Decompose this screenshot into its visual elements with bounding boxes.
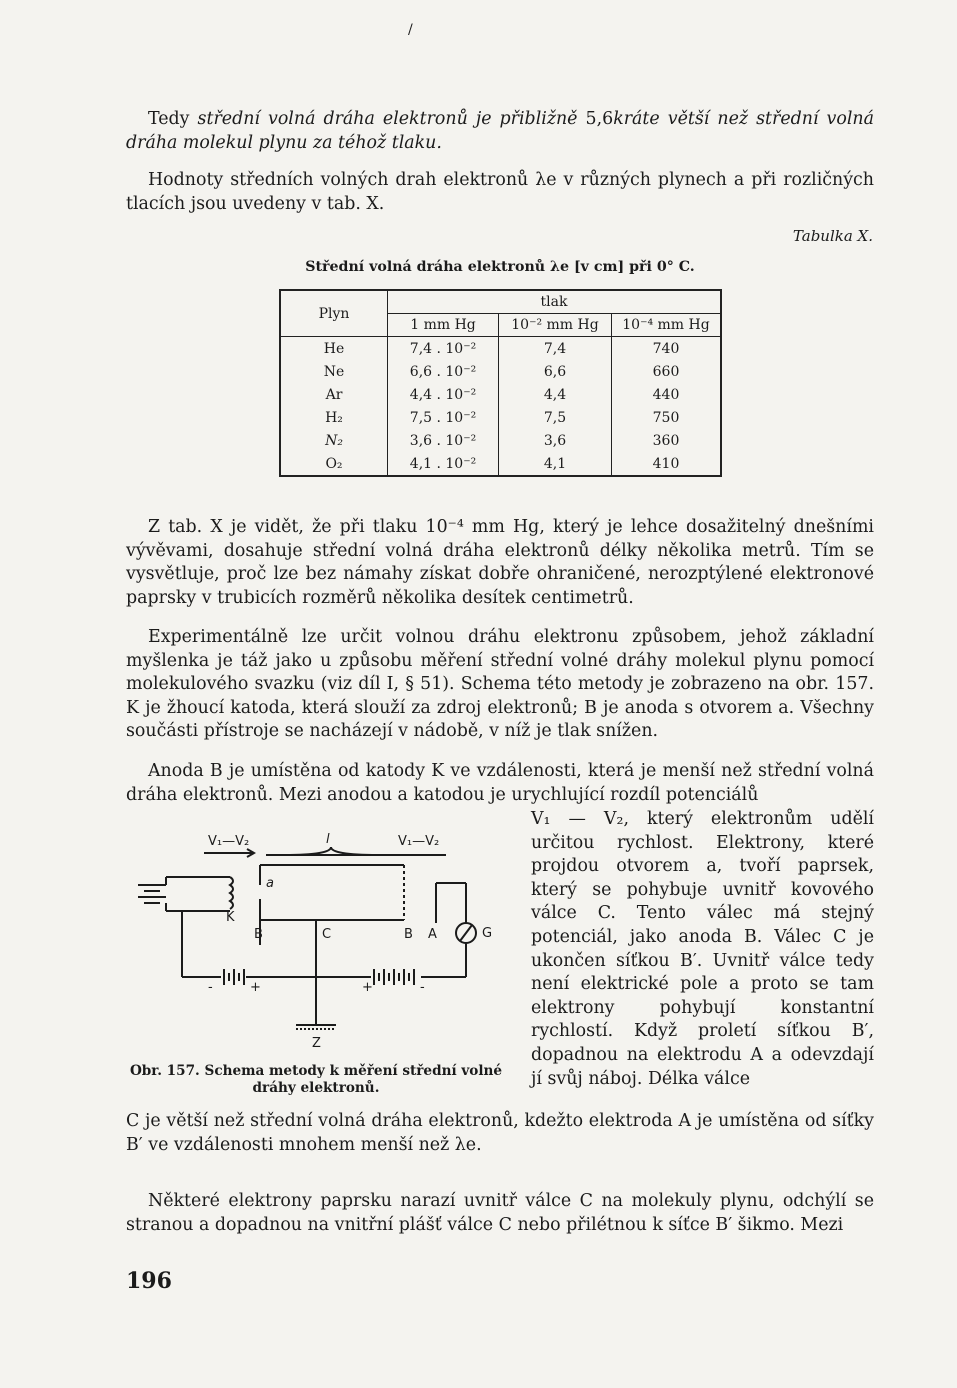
label-l: l (326, 832, 330, 847)
header-gas: Plyn (280, 290, 388, 337)
table-title: Střední volná dráha elektronů λe [v cm] při 0° C. (305, 259, 695, 275)
paragraph-5: Anoda B je umístěna od katody K ve vzdálenosti, která je menší než střední volná dráha elektronů. Mezi anodou a katodou je urychlující rozdíl potenciálů (126, 761, 874, 805)
table-row: H₂ 7,5 . 10⁻² 7,5 750 (280, 406, 721, 429)
label-v1v2-left: V₁—V₂ (208, 834, 250, 849)
label-k: K (226, 910, 235, 925)
table-row: N₂ 3,6 . 10⁻² 3,6 360 (280, 429, 721, 452)
paragraph-5-end: C je větší než střední volná dráha elektronů, kdežto elektroda A je umístěna od síťky B′ ve vzdálenosti mnohem menší než λe. (126, 1111, 874, 1155)
label-plus-left: + (250, 980, 261, 995)
label-v1v2-right: V₁—V₂ (398, 834, 440, 849)
mean-free-path-table (279, 289, 722, 477)
header-col-2: 10⁻² mm Hg (499, 314, 612, 337)
paragraph-5-wrap: V₁ — V₂, který elektronům udělí určitou rychlost. Elektrony, které projdou otvorem a, tvoří paprsek, který se pohybuje uvnitř kovového válce C. Tento válec má stejný potenciál, jako anoda B. Válec C je ukončen síťkou B′. Uvnitř válce tedy není elektrické pole a proto se tam elektrony pohybují konstantní rychlostí. Když proletí síťkou B′, dopadnou na elektrodu A a odevzdají jí svůj náboj. Délka válce (531, 809, 874, 1089)
table-row: O₂ 4,1 . 10⁻² 4,1 410 (280, 452, 721, 476)
paragraph-6: Některé elektrony paprsku narazí uvnitř válce C na molekuly plynu, odchýlí se stranou a dopadnou na vnitřní plášť válce C nebo přilétnou k síťce B′ šikmo. Mezi (126, 1191, 874, 1235)
table-row: Ne 6,6 . 10⁻² 6,6 660 (280, 360, 721, 383)
top-mark: / (408, 22, 413, 38)
paragraph-2: Hodnoty středních volných drah elektronů λe v různých plynech a při rozličných tlacích jsou uvedeny v tab. X. (126, 170, 874, 214)
page-number: 196 (126, 1268, 172, 1294)
label-b-prime: B (404, 927, 413, 942)
paragraph-3: Z tab. X je vidět, že při tlaku 10⁻⁴ mm Hg, který je lehce dosažitelný dnešními vývěvami, dosahuje střední volná dráha elektronů délky několika metrů. Tím se vysvětluje, proč lze bez námahy získat dobře ohraničené, nerozptýlené elektronové paprsky v trubicích rozměrů několika desítek centimetrů. (126, 517, 874, 608)
paragraph-4: Experimentálně lze určit volnou dráhu elektronu způsobem, jehož základní myšlenka je táž jako u způsobu měření střední volné dráhy molekul plynu pomocí molekulového svazku (viz díl I, § 51). Schema této metody je zobrazeno na obr. 157. K je žhoucí katoda, která slouží za zdroj elektronů; B je anoda s otvorem a. Všechny součásti přístroje se nacházejí v nádobě, v níž je tlak snížen. (126, 627, 874, 742)
paragraph-1: Tedy střední volná dráha elektronů je přibližně 5,6kráte větší než střední volná dráha molekul plynu za téhož tlaku. (126, 109, 874, 153)
header-col-3: 10⁻⁴ mm Hg (612, 314, 722, 337)
header-pressure: tlak (388, 290, 722, 314)
figure-caption: Obr. 157. Schema metody k měření střední volné dráhy elektronů. (129, 1063, 503, 1096)
label-z: Z (312, 1036, 321, 1051)
label-a-electrode: A (428, 927, 437, 942)
label-b: B (254, 927, 263, 942)
header-col-1: 1 mm Hg (388, 314, 499, 337)
label-minus-left: - (208, 980, 213, 995)
label-minus-right: - (420, 980, 425, 995)
label-plus-right: + (362, 980, 373, 995)
label-g: G (482, 926, 493, 941)
table-label: Tabulka X. (792, 227, 873, 245)
table-row: Ar 4,4 . 10⁻² 4,4 440 (280, 383, 721, 406)
figure-157-schematic (126, 825, 511, 1065)
label-c: C (322, 927, 332, 942)
table-header-row (280, 290, 721, 314)
table-row: He 7,4 . 10⁻² 7,4 740 (280, 337, 721, 361)
label-a: a (266, 876, 274, 891)
